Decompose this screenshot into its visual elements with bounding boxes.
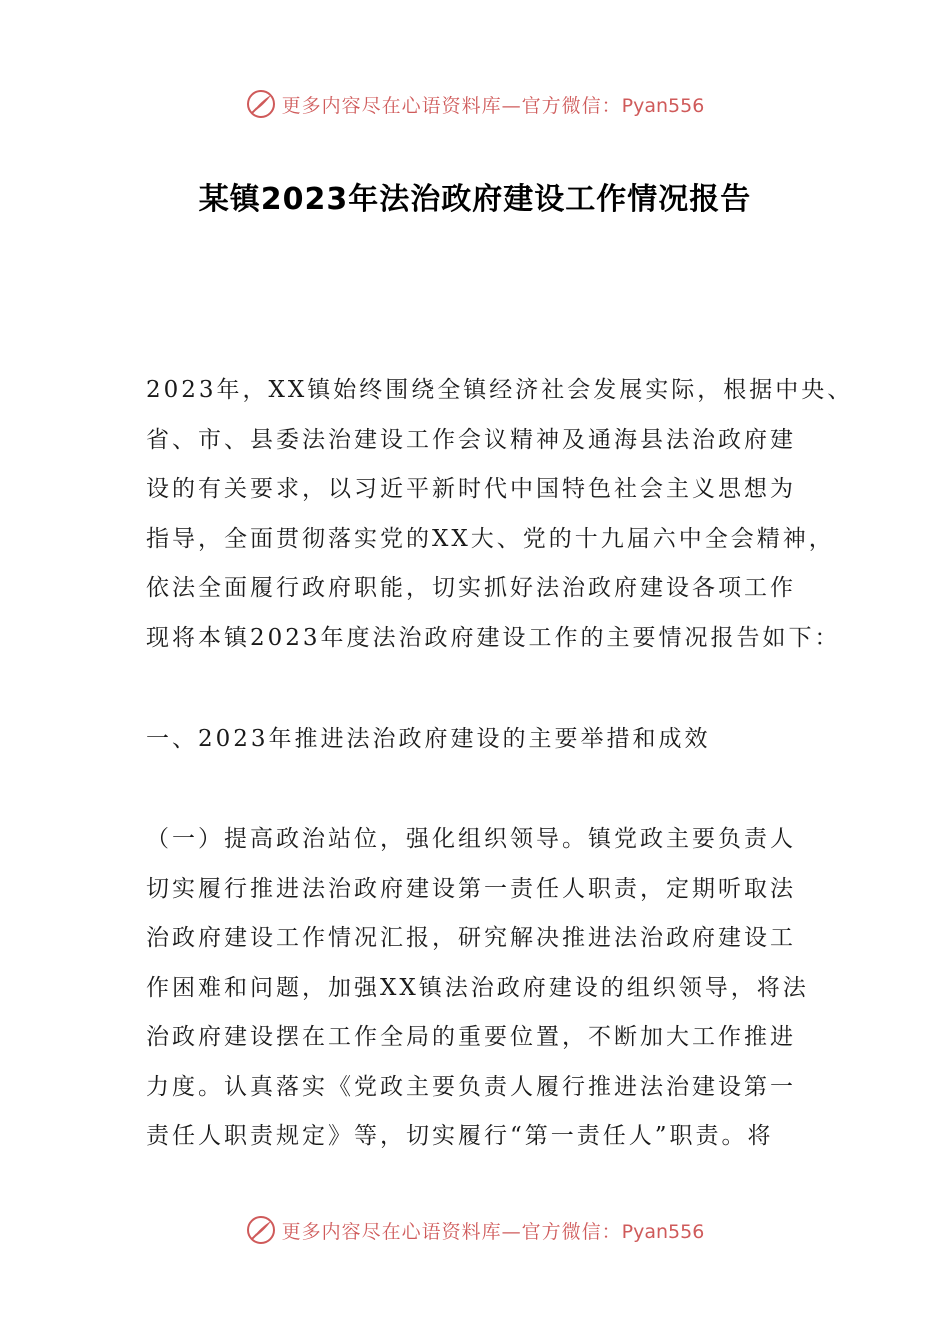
watermark-banner-top — [0, 86, 950, 122]
paragraph-line: 切实履行推进法治政府建设第一责任人职责，定期听取法 — [146, 875, 796, 902]
paragraph-line: 依法全面履行政府职能，切实抓好法治政府建设各项工作 — [146, 575, 796, 601]
paragraph-line: 2023年，XX镇始终围绕全镇经济社会发展实际，根据中央、 — [146, 377, 854, 403]
paragraph-line: 治政府建设摆在工作全局的重要位置，不断加大工作推进 — [146, 1024, 796, 1050]
paragraph-line: 设的有关要求，以习近平新时代中国特色社会主义思想为 — [146, 476, 796, 502]
watermark-label: 更多内容尽在心语资料库—官方微信： — [281, 94, 622, 117]
watermark-banner-bottom — [0, 1212, 950, 1248]
paragraph-line: 作困难和问题，加强XX镇法治政府建设的组织领导，将法 — [146, 974, 809, 1001]
paragraph-line: 力度。认真落实《党政主要负责人履行推进法治建设第一 — [146, 1073, 796, 1100]
section-heading-text: 一、2023年推进法治政府建设的主要举措和成效 — [146, 726, 711, 752]
watermark-label: 更多内容尽在心语资料库—官方微信： — [281, 1220, 622, 1243]
wechat-id: Pyan556 — [621, 94, 705, 117]
paragraph-line: （一）提高政治站位，强化组织领导。镇党政主要负责人 — [146, 826, 796, 852]
paragraph-line: 现将本镇2023年度法治政府建设工作的主要情况报告如下： — [146, 624, 841, 651]
paragraph-line: 指导，全面贯彻落实党的XX大、党的十九届六中全会精神， — [146, 525, 835, 552]
section-heading — [146, 715, 826, 765]
paragraph-line: 治政府建设工作情况汇报，研究解决推进法治政府建设工 — [146, 925, 796, 951]
paragraph-line: 责任人职责规定》等，切实履行“第一责任人”职责。将 — [146, 1123, 774, 1149]
intro-paragraph — [146, 366, 854, 663]
section-paragraph — [146, 815, 826, 1162]
paragraph-line: 省、市、县委法治建设工作会议精神及通海县法治政府建 — [146, 426, 796, 453]
quill-logo-icon — [246, 1215, 276, 1245]
quill-logo-icon — [246, 89, 276, 119]
watermark-text — [282, 1217, 705, 1244]
watermark-text — [282, 91, 705, 118]
document-title: 某镇2023年法治政府建设工作情况报告 — [198, 182, 752, 217]
wechat-id: Pyan556 — [621, 1220, 705, 1243]
